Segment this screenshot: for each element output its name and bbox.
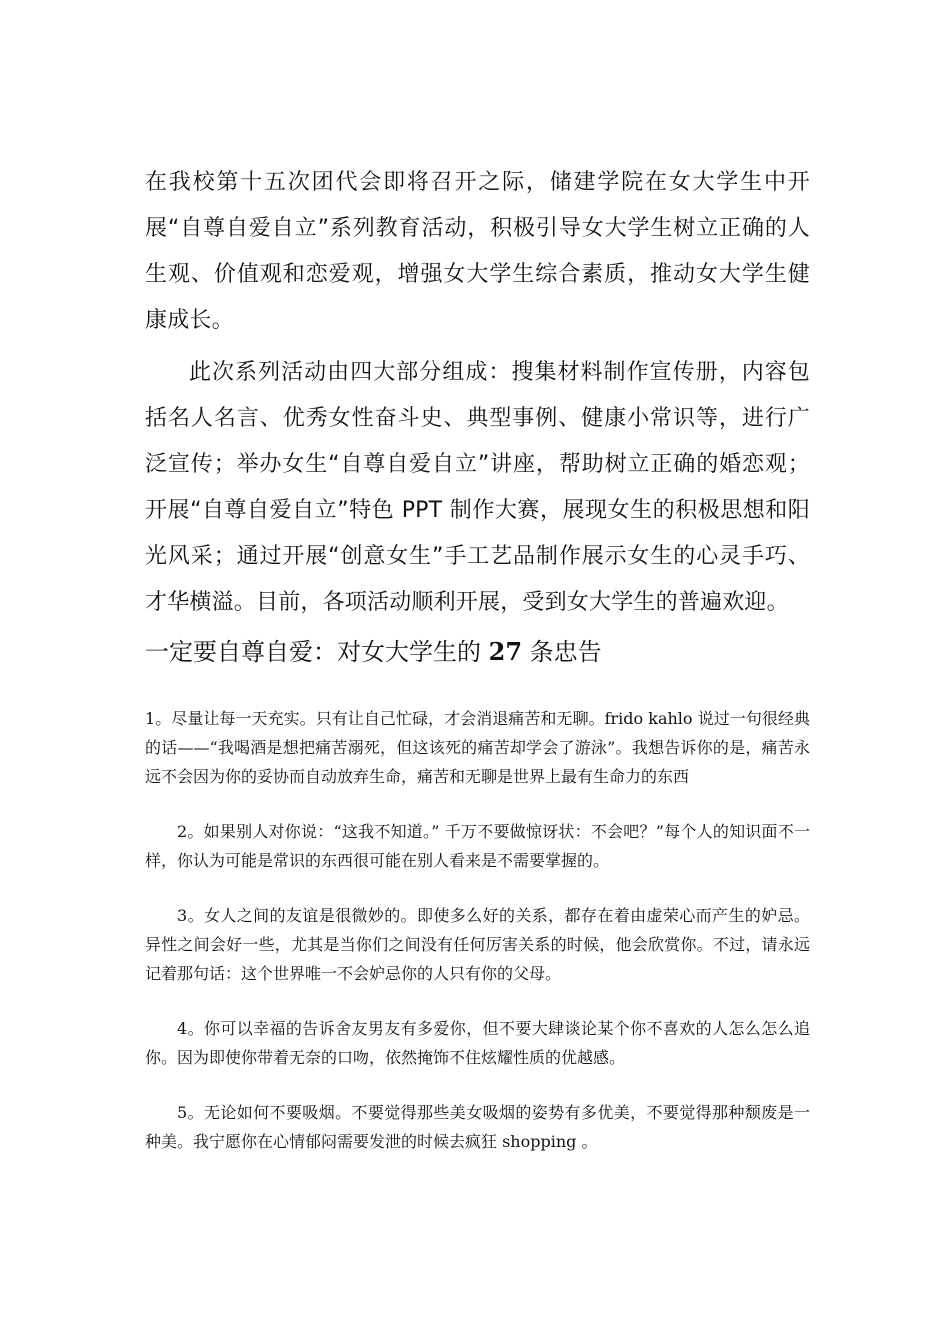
advice-item: 2。如果别人对你说：“这我不知道。” 千万不要做惊讶状：不会吧？”每个人的知识面不一样，你认为可能是常识的东西很可能在别人看来是不需要掌握的。 (145, 822, 810, 870)
advice-item: 3。女人之间的友谊是很微妙的。即使多么好的关系，都存在着由虚荣心而产生的妒忌。异性之间会好一些，尤其是当你们之间没有任何厉害关系的时候，他会欣赏你。不过，请永远记着那句话：这个世界唯一不会妒忌你的人只有你的父母。 (145, 906, 810, 983)
intro-paragraph: 此次系列活动由四大部分组成：搜集材料制作宣传册，内容包括名人名言、优秀女性奋斗史、典型事例、健康小常识等，进行广泛宣传；举办女生“自尊自爱自立”讲座，帮助树立正确的婚恋观；开展“自尊自爱自立”特色 PPT 制作大赛，展现女生的积极思想和阳光风采；通过开展“创意女生”手工艺品制作展示女生的心灵手巧、才华横溢。目前，各项活动顺利开展，受到女大学生的普遍欢迎。 (145, 360, 810, 615)
section-heading (145, 636, 810, 668)
advice-list (145, 704, 810, 1156)
heading-prefix: 一定要自尊自爱：对女大学生的 (145, 638, 489, 666)
heading-suffix: 条忠告 (522, 638, 602, 666)
advice-item: 5。无论如何不要吸烟。不要觉得那些美女吸烟的姿势有多优美，不要觉得那种颓废是一种美。我宁愿你在心情郁闷需要发泄的时候去疯狂 shopping 。 (145, 1103, 810, 1151)
intro-paragraph: 在我校第十五次团代会即将召开之际，储建学院在女大学生中开展“自尊自爱自立”系列教育活动，积极引导女大学生树立正确的人生观、价值观和恋爱观，增强女大学生综合素质，推动女大学生健康成长。 (145, 170, 810, 333)
intro-section (145, 160, 810, 626)
advice-item: 4。你可以幸福的告诉舍友男友有多爱你，但不要大肆谈论某个你不喜欢的人怎么怎么追你。因为即使你带着无奈的口吻，依然掩饰不住炫耀性质的优越感。 (145, 1019, 810, 1067)
heading-number: 27 (488, 637, 523, 666)
advice-item: 1。尽量让每一天充实。只有让自己忙碌，才会消退痛苦和无聊。frido kahlo 说过一句很经典的话——“我喝酒是想把痛苦溺死，但这该死的痛苦却学会了游泳”。我想告诉你的是，痛苦永远不会因为你的妥协而自动放弃生命，痛苦和无聊是世界上最有生命力的东西 (145, 709, 810, 786)
